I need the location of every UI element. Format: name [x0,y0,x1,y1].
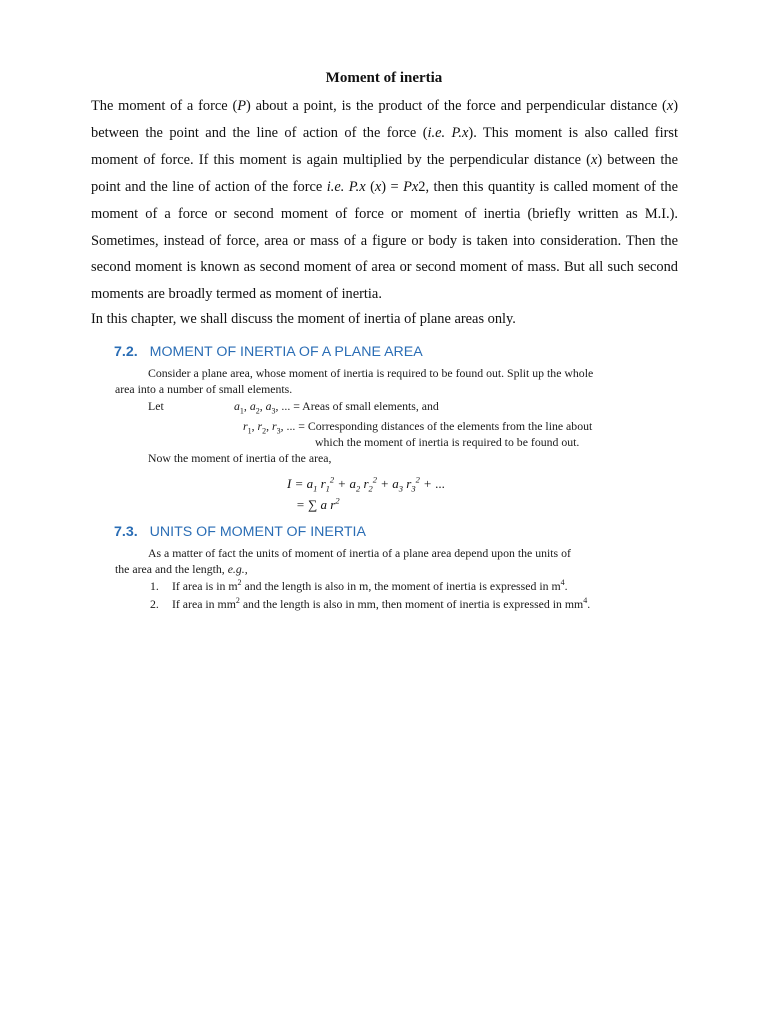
section-7-3-text-line-1: As a matter of fact the units of moment of inertia of a plane area depend upon the units of [148,546,571,560]
section-7-2-text-line-2: area into a number of small elements. [115,382,293,396]
section-number: 7.3. [114,524,138,540]
areas-symbols: $a_1$, $a_2$, $a_3$, ... = Areas of small elements, and [234,399,439,416]
section-title: MOMENT OF INERTIA OF A PLANE AREA [149,344,423,360]
distances-description: = Corresponding distances of the elements from the line about [298,419,593,433]
section-title: UNITS OF MOMENT OF INERTIA [149,524,366,540]
distances-symbols: $r_1$, $r_2$, $r_3$, ... = Corresponding distances of the elements from the line about [243,419,593,436]
section-heading-7-2 [114,343,423,361]
section-7-2-text-line-1: Consider a plane area, whose moment of inertia is required to be found out. Split up the whole [148,366,594,380]
sum-equation: = ∑ a $r^2$ [296,495,340,512]
section-number: 7.2. [114,344,138,360]
distances-description-continued: which the moment of inertia is required to be found out. [315,435,580,449]
intro-paragraph: The moment of a force (P) about a point, is the product of the force and perpendicular distance (x) between the point and the line of action of the force (i.e. P.x). This moment is also called first moment of force. If this moment is again multiplied by the perpendicular distance (x) between the point and the line of action of the force i.e. P.x (x) = Px2, then this quantity is called moment of the moment of a force or second moment of force or moment of inertia (briefly written as M.I.). Sometimes, instead of force, area or mass of a figure or body is taken into consideration. Then the second moment is known as second moment of area or second moment of mass. But all such second moments are broadly termed as moment of inertia. [91,98,679,303]
list-marker: 1. [150,579,159,593]
let-label: Let [148,399,164,413]
intro-closing-line: In this chapter, we shall discuss the moment of inertia of plane areas only. [91,311,516,327]
section-7-3-text-line-2: the area and the length, e.g., [115,562,248,576]
list-marker: 2. [150,597,159,611]
areas-description: = Areas of small elements, and [293,399,439,413]
list-item: 2. If area in $mm^2$ and the length is also in mm, then moment of inertia is expressed in $mm^4$. [150,596,591,611]
page-title: Moment of inertia [325,70,443,86]
inertia-equation: $I = a_1$ $r_1^2 + a_2$ $r_2^2 + a_3$ $r_3^2$ + ... [287,474,445,494]
now-moment-line: Now the moment of inertia of the area, [148,451,332,465]
section-heading-7-3 [114,523,366,541]
list-item: 1. If area is in $m^2$ and the length is also in m, the moment of inertia is expressed in $m^4$. [150,578,568,593]
